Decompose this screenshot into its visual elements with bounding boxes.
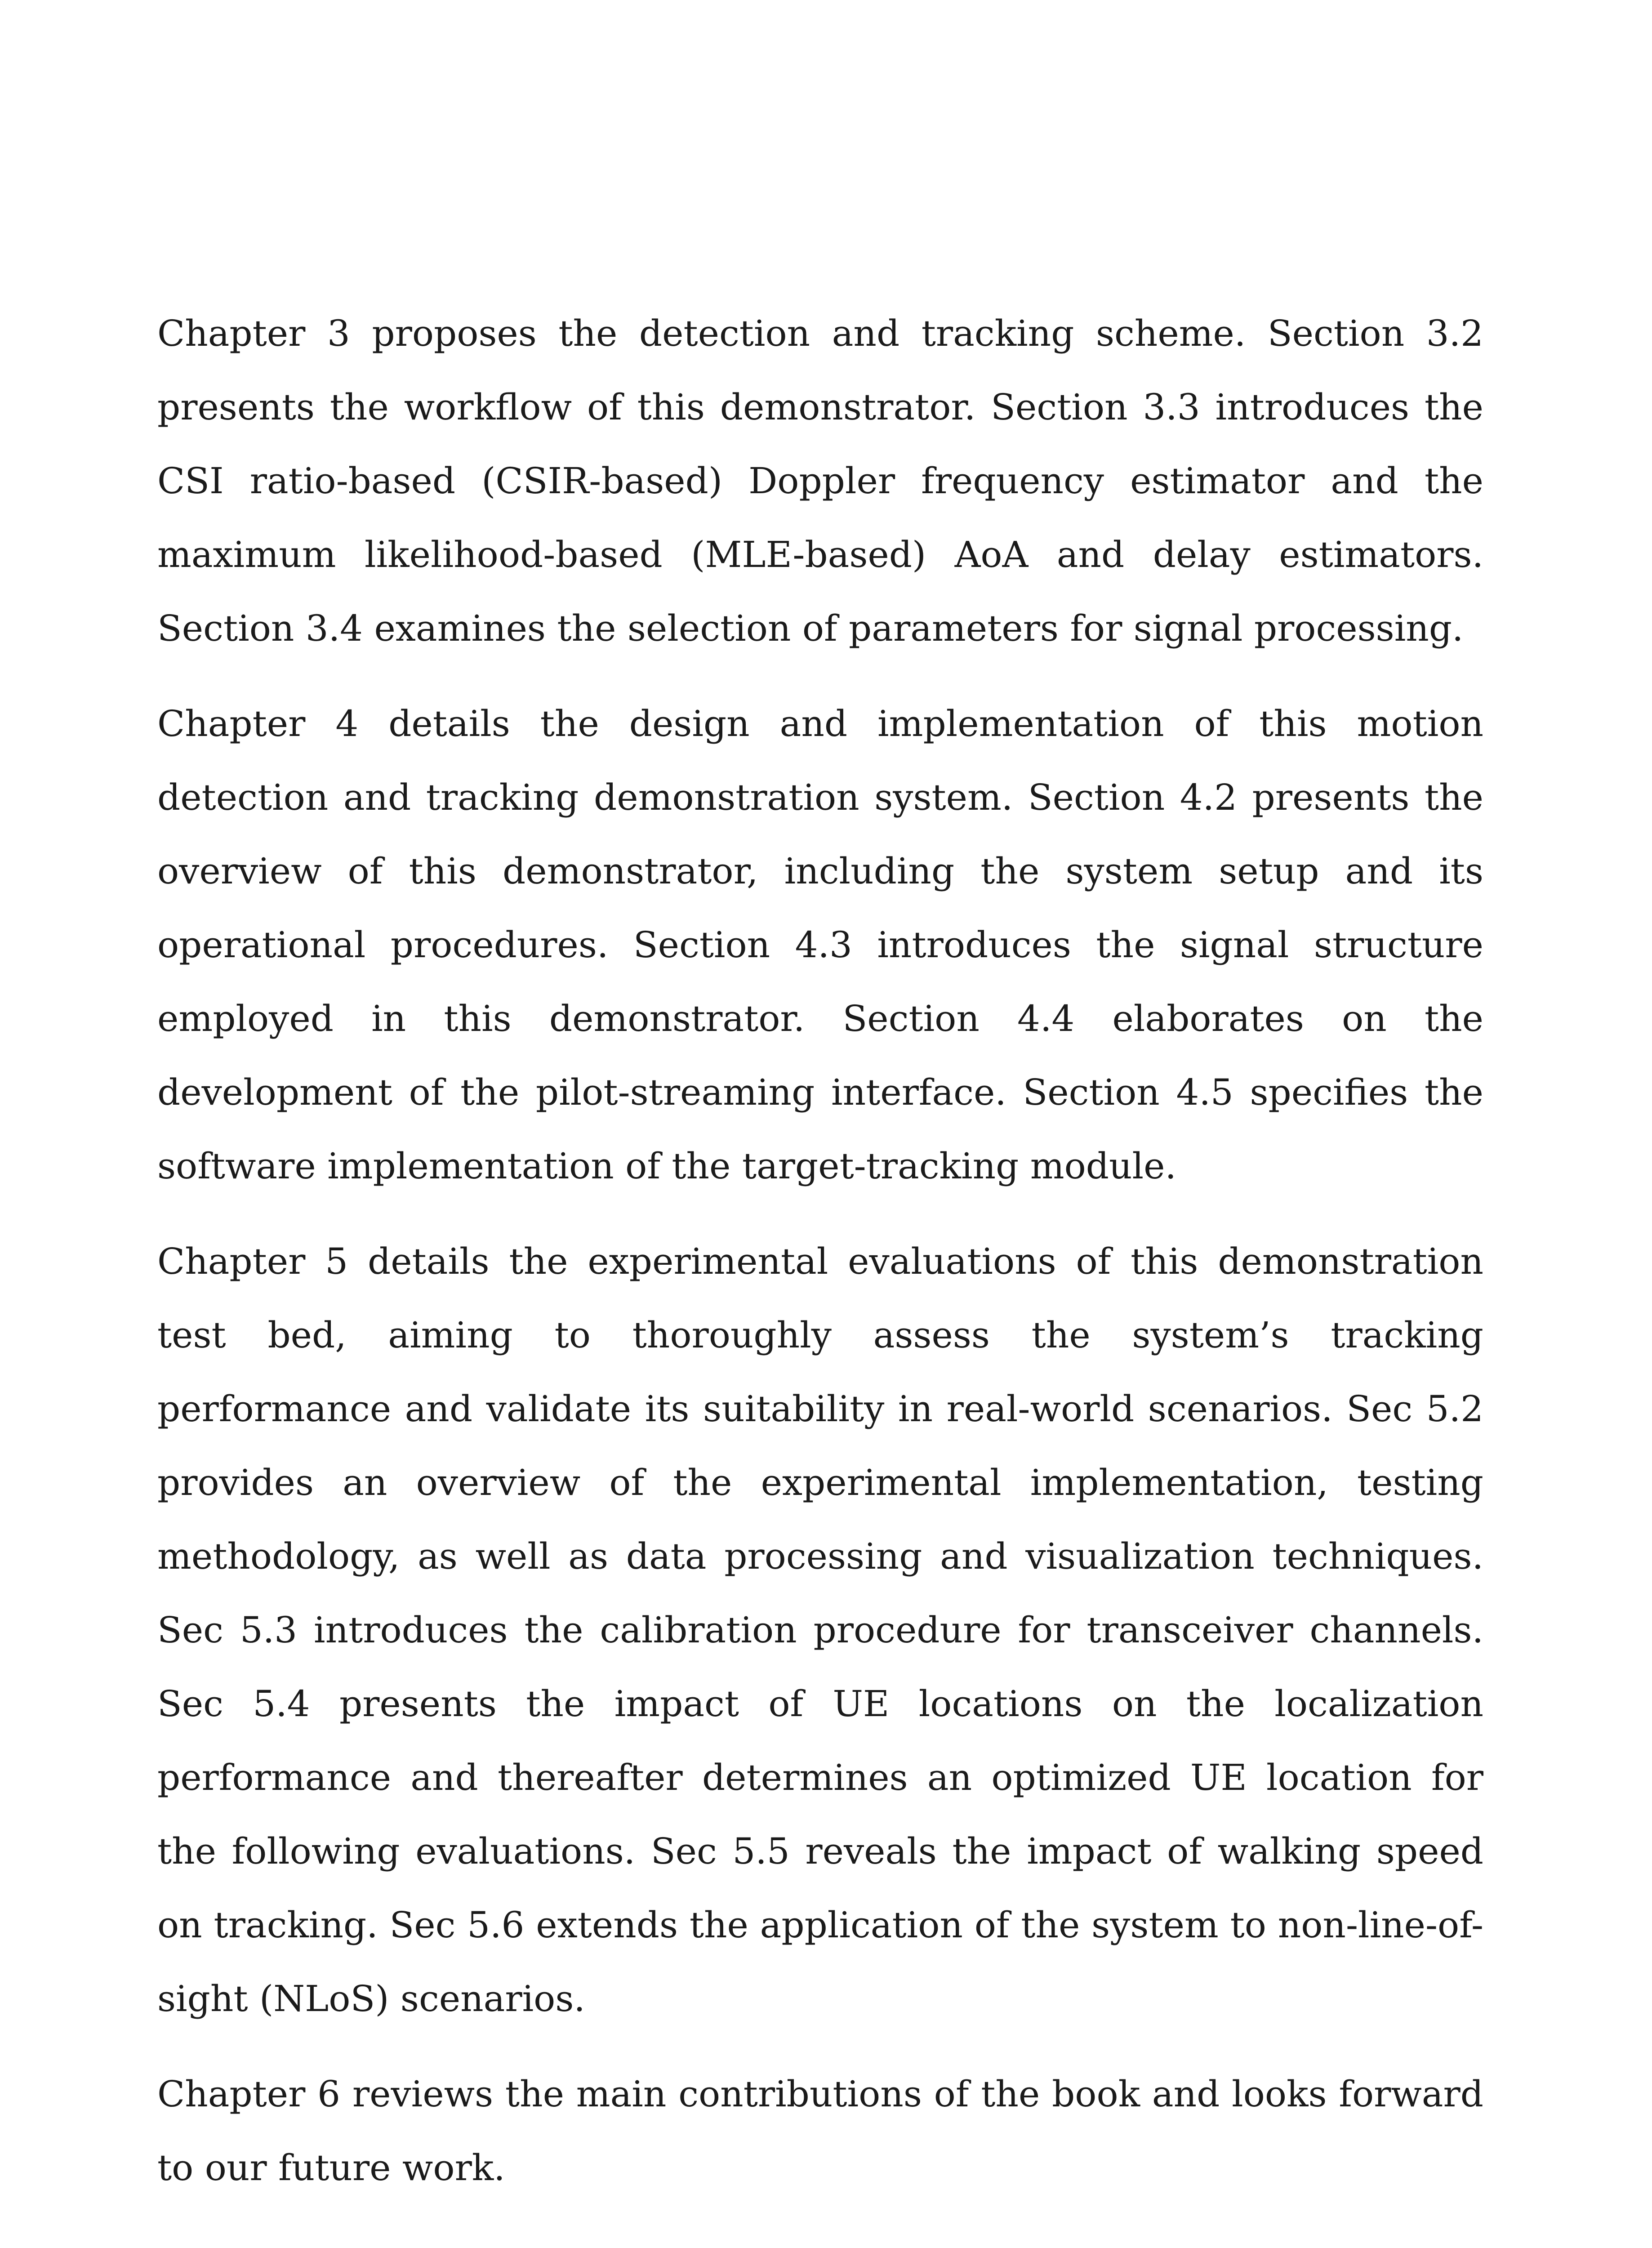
body-text	[157, 297, 1483, 2226]
paragraph-chapter-5: Chapter 5 details the experimental evaluations of this demonstration test bed, aiming to thoroughly assess the system’s tracking performance and validate its suitability in real-world scenarios. Sec 5.2 provides an overview of the experimental implementation, testing methodology, as well as data processing and visualization techniques. Sec 5.3 introduces the calibration procedure for transceiver channels. Sec 5.4 presents the impact of UE locations on the localization performance and thereafter determines an optimized UE location for the following evaluations. Sec 5.5 reveals the impact of walking speed on tracking. Sec 5.6 extends the application of the system to non-line-of-sight (NLoS) scenarios.	[157, 1240, 1483, 2020]
paragraph-chapter-3: Chapter 3 proposes the detection and tracking scheme. Section 3.2 presents the workflow of this demonstrator. Section 3.3 introduces the CSI ratio-based (CSIR-based) Doppler frequency estimator and the maximum likelihood-based (MLE-based) AoA and delay estimators. Section 3.4 examines the selection of parameters for signal processing.	[157, 312, 1483, 649]
paragraph-chapter-6: Chapter 6 reviews the main contributions of the book and looks forward to our future work.	[157, 2073, 1483, 2189]
paragraph-chapter-4: Chapter 4 details the design and implementation of this motion detection and tracking demonstration system. Section 4.2 presents the overview of this demonstrator, including the system setup and its operational procedures. Section 4.3 introduces the signal structure employed in this demonstrator. Section 4.4 elaborates on the development of the pilot-streaming interface. Section 4.5 specifies the software implementation of the target-tracking module.	[157, 703, 1483, 1187]
